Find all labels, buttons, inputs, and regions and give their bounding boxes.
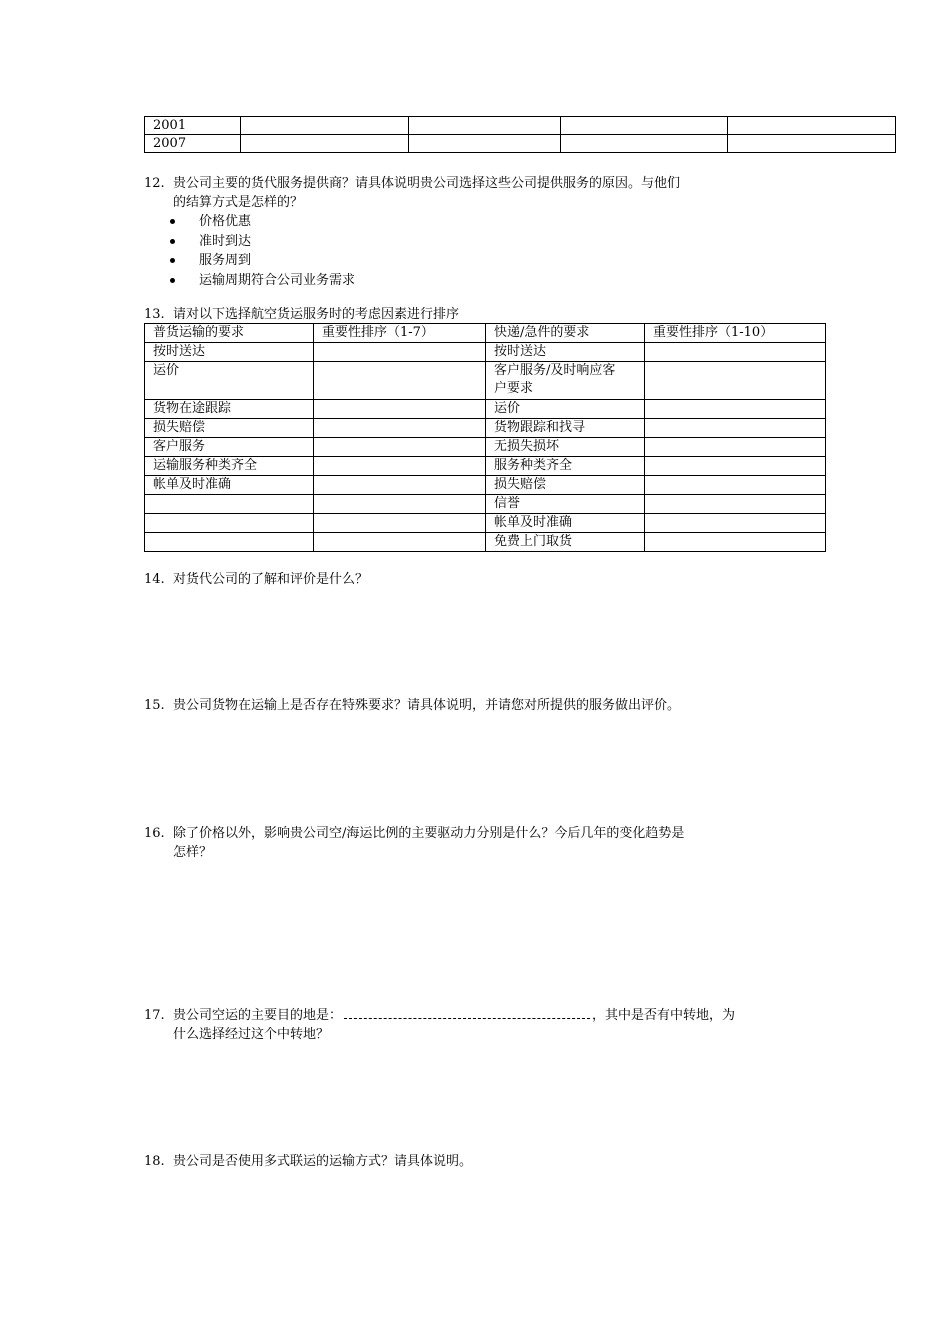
destination-blank[interactable] [344,1007,590,1019]
column-header: 重要性排序（1-10） [645,324,826,343]
rank-cell[interactable] [314,514,486,533]
question-text: 对货代公司的了解和评价是什么？ [173,572,369,587]
table-row [145,514,826,533]
table-row [145,362,826,400]
question-number: 17. [144,1008,165,1023]
question-number: 16. [144,826,165,841]
list-item: 服务周到 [144,251,844,271]
rank-cell[interactable] [314,533,486,552]
question-text-continued: 什么选择经过这个中转地？ [173,1027,330,1042]
question-text: 贵公司是否使用多式联运的运输方式？请具体说明。 [173,1154,473,1169]
list-item: 价格优惠 [144,212,844,232]
question-17 [144,1006,844,1044]
table-cell [145,514,314,533]
table-cell: 运输服务种类齐全 [145,457,314,476]
table-cell: 运价 [145,362,314,400]
table-cell [241,117,409,135]
bullet-list [144,212,844,290]
table-row [145,457,826,476]
rank-cell[interactable] [314,476,486,495]
year-table [144,116,896,153]
table-row [145,495,826,514]
rank-cell[interactable] [314,438,486,457]
table-row [145,135,896,153]
question-text-continued: 怎样？ [173,845,213,860]
table-cell [728,117,896,135]
question-12 [144,174,844,290]
question-text: 贵公司空运的主要目的地是： [173,1008,343,1023]
rank-cell[interactable] [314,400,486,419]
table-cell: 运价 [486,400,645,419]
table-cell: 无损失损坏 [486,438,645,457]
column-header: 普货运输的要求 [145,324,314,343]
table-cell [145,495,314,514]
rank-cell[interactable] [314,457,486,476]
rank-cell[interactable] [314,419,486,438]
question-text: 贵公司主要的货代服务提供商？请具体说明贵公司选择这些公司提供服务的原因。与他们 [173,176,681,191]
ranking-table [144,323,826,552]
question-14 [144,570,844,589]
rank-cell[interactable] [645,476,826,495]
rank-cell[interactable] [645,362,826,400]
rank-cell[interactable] [645,343,826,362]
table-cell [241,135,409,153]
question-number: 18. [144,1154,165,1169]
table-cell [728,135,896,153]
list-item: 准时到达 [144,232,844,252]
table-row [145,438,826,457]
table-cell: 客户服务 [145,438,314,457]
table-cell: 信誉 [486,495,645,514]
rank-cell[interactable] [645,533,826,552]
table-cell: 损失赔偿 [145,419,314,438]
question-text: 贵公司货物在运输上是否存在特殊要求？请具体说明，并请您对所提供的服务做出评价。 [173,698,681,713]
table-cell [409,135,561,153]
table-header-row [145,324,826,343]
rank-cell[interactable] [645,514,826,533]
rank-cell[interactable] [314,362,486,400]
table-row [145,343,826,362]
rank-cell[interactable] [645,419,826,438]
table-cell [409,117,561,135]
question-text-continued: 的结算方式是怎样的？ [173,195,304,210]
table-cell: 按时送达 [145,343,314,362]
table-cell: 客户服务/及时响应客户要求 [486,362,645,400]
column-header: 快递/急件的要求 [486,324,645,343]
question-18 [144,1152,844,1171]
table-row [145,419,826,438]
table-cell: 帐单及时准确 [145,476,314,495]
rank-cell[interactable] [645,400,826,419]
question-number: 12. [144,176,165,191]
table-cell: 损失赔偿 [486,476,645,495]
question-15 [144,696,844,715]
column-header: 重要性排序（1-7） [314,324,486,343]
table-cell: 货物在途跟踪 [145,400,314,419]
table-cell [561,117,728,135]
rank-cell[interactable] [645,457,826,476]
question-number: 15. [144,698,165,713]
table-cell: 货物跟踪和找寻 [486,419,645,438]
table-row [145,400,826,419]
year-cell: 2007 [145,135,241,153]
question-number: 13. [144,307,165,322]
question-text: ，其中是否有中转地，为 [592,1008,736,1023]
question-13 [144,305,844,324]
rank-cell[interactable] [645,438,826,457]
table-cell: 免费上门取货 [486,533,645,552]
table-cell [145,533,314,552]
question-16 [144,824,844,862]
question-text: 请对以下选择航空货运服务时的考虑因素进行排序 [173,307,460,322]
rank-cell[interactable] [645,495,826,514]
table-cell: 按时送达 [486,343,645,362]
year-cell: 2001 [145,117,241,135]
table-row [145,533,826,552]
question-number: 14. [144,572,165,587]
table-cell: 帐单及时准确 [486,514,645,533]
rank-cell[interactable] [314,495,486,514]
table-cell [561,135,728,153]
table-cell: 服务种类齐全 [486,457,645,476]
table-row [145,117,896,135]
table-row [145,476,826,495]
list-item: 运输周期符合公司业务需求 [144,271,844,291]
rank-cell[interactable] [314,343,486,362]
question-text: 除了价格以外，影响贵公司空/海运比例的主要驱动力分别是什么？今后几年的变化趋势是 [173,826,685,841]
